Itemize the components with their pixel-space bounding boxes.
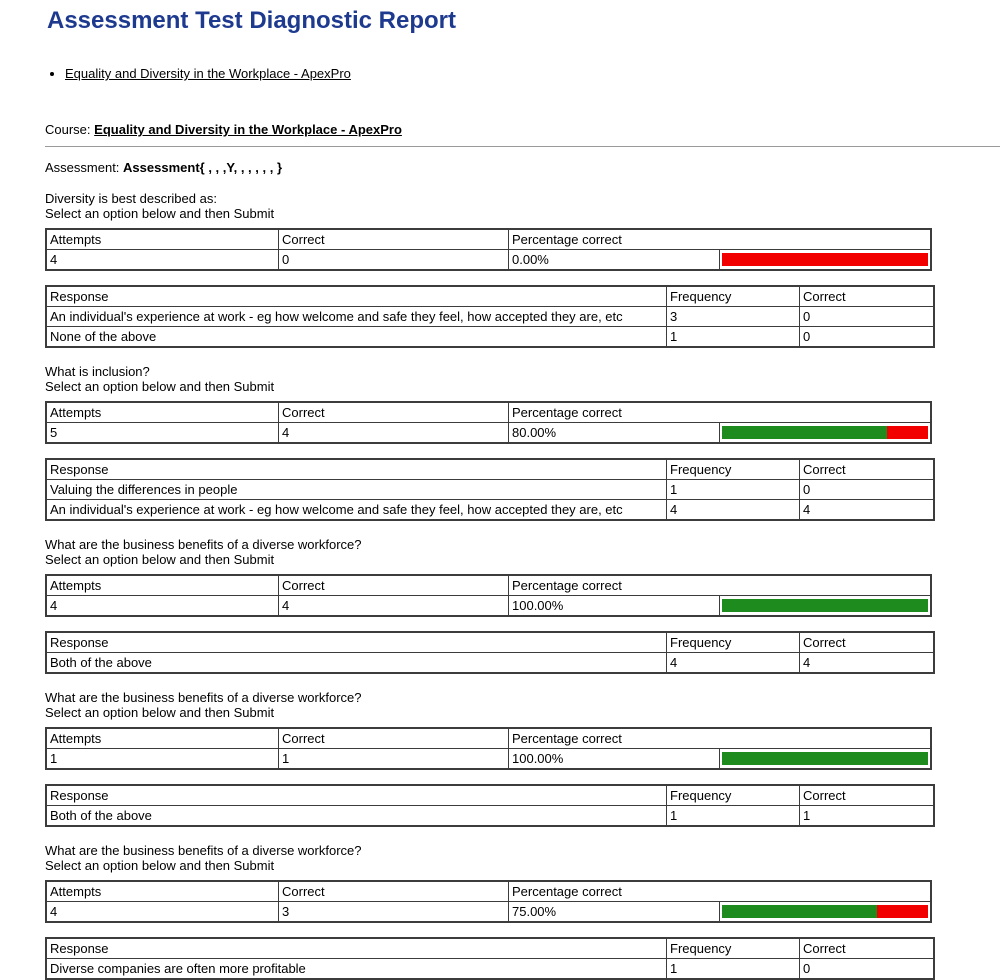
attempts-header: Attempts xyxy=(46,728,279,749)
attempts-correct-header: Correct xyxy=(279,575,509,596)
response-row xyxy=(46,653,934,674)
correct-value: 4 xyxy=(279,423,509,444)
percentage-bar xyxy=(722,599,928,612)
response-header-row xyxy=(46,632,934,653)
response-correct-header: Correct xyxy=(800,286,935,307)
frequency-header: Frequency xyxy=(667,938,800,959)
course-list xyxy=(45,66,1000,82)
attempts-table xyxy=(45,228,932,271)
response-correct-header: Correct xyxy=(800,459,935,480)
attempts-header-row xyxy=(46,881,931,902)
percentage-correct-header: Percentage correct xyxy=(509,881,932,902)
bar-incorrect-segment xyxy=(887,426,928,439)
question-block xyxy=(45,690,1000,827)
response-header: Response xyxy=(46,938,667,959)
response-table-body xyxy=(46,632,934,673)
attempts-value: 5 xyxy=(46,423,279,444)
percentage-value: 80.00% xyxy=(509,423,720,444)
attempts-value-row xyxy=(46,902,931,923)
response-correct-header: Correct xyxy=(800,785,935,806)
response-text: An individual's experience at work - eg how welcome and safe they feel, how accepted they are, etc xyxy=(46,500,667,521)
question-text: What are the business benefits of a diverse workforce? xyxy=(45,690,362,705)
question-text: What is inclusion? xyxy=(45,364,150,379)
page-title: Assessment Test Diagnostic Report xyxy=(47,7,456,34)
percentage-correct-header: Percentage correct xyxy=(509,575,932,596)
bar-correct-segment xyxy=(722,905,876,918)
attempts-header-row xyxy=(46,575,931,596)
attempts-correct-header: Correct xyxy=(279,881,509,902)
attempts-correct-header: Correct xyxy=(279,229,509,250)
attempts-value-row xyxy=(46,596,931,617)
correct-value: 1 xyxy=(279,749,509,770)
percentage-bar xyxy=(722,426,928,439)
attempts-value-row xyxy=(46,749,931,770)
percentage-correct-header: Percentage correct xyxy=(509,728,932,749)
question-text: What are the business benefits of a diverse workforce? xyxy=(45,843,362,858)
attempts-header: Attempts xyxy=(46,881,279,902)
bar-correct-segment xyxy=(722,752,928,765)
response-frequency: 1 xyxy=(667,327,800,348)
response-row xyxy=(46,806,934,827)
assessment-name: Assessment{ , , ,Y, , , , , , } xyxy=(123,160,283,175)
correct-value: 3 xyxy=(279,902,509,923)
response-header: Response xyxy=(46,286,667,307)
course-link[interactable]: Equality and Diversity in the Workplace - ApexPro xyxy=(94,122,402,137)
attempts-header-row xyxy=(46,728,931,749)
question-text: What are the business benefits of a diverse workforce? xyxy=(45,537,362,552)
attempts-header: Attempts xyxy=(46,229,279,250)
response-correct: 4 xyxy=(800,653,935,674)
response-text: Valuing the differences in people xyxy=(46,480,667,500)
percentage-value: 100.00% xyxy=(509,596,720,617)
response-table xyxy=(45,458,935,521)
correct-value: 4 xyxy=(279,596,509,617)
question-block xyxy=(45,191,1000,348)
attempts-correct-header: Correct xyxy=(279,402,509,423)
assessment-line xyxy=(45,160,1000,175)
correct-value: 0 xyxy=(279,250,509,271)
percentage-bar-cell xyxy=(720,596,931,617)
response-text: None of the above xyxy=(46,327,667,348)
response-correct: 0 xyxy=(800,480,935,500)
response-table xyxy=(45,285,935,348)
percentage-value: 0.00% xyxy=(509,250,720,271)
question-block xyxy=(45,843,1000,980)
response-correct: 0 xyxy=(800,327,935,348)
attempts-value: 1 xyxy=(46,749,279,770)
response-row xyxy=(46,959,934,980)
course-list-item xyxy=(65,66,1000,82)
response-text: Both of the above xyxy=(46,806,667,827)
response-table-body xyxy=(46,286,934,347)
attempts-table xyxy=(45,880,932,923)
assessment-label: Assessment: xyxy=(45,160,120,175)
response-frequency: 4 xyxy=(667,653,800,674)
response-row xyxy=(46,327,934,348)
frequency-header: Frequency xyxy=(667,286,800,307)
response-correct-header: Correct xyxy=(800,632,935,653)
response-row xyxy=(46,307,934,327)
response-correct-header: Correct xyxy=(800,938,935,959)
response-header-row xyxy=(46,459,934,480)
percentage-bar xyxy=(722,905,928,918)
response-frequency: 3 xyxy=(667,307,800,327)
question-block xyxy=(45,537,1000,674)
response-text: An individual's experience at work - eg how welcome and safe they feel, how accepted they are, etc xyxy=(46,307,667,327)
response-header-row xyxy=(46,785,934,806)
response-frequency: 1 xyxy=(667,959,800,980)
frequency-header: Frequency xyxy=(667,785,800,806)
attempts-value: 4 xyxy=(46,250,279,271)
percentage-bar-cell xyxy=(720,749,931,770)
percentage-value: 75.00% xyxy=(509,902,720,923)
frequency-header: Frequency xyxy=(667,632,800,653)
percentage-bar xyxy=(722,253,928,266)
attempts-value-row xyxy=(46,250,931,271)
course-label: Course: xyxy=(45,122,91,137)
response-frequency: 1 xyxy=(667,806,800,827)
response-header-row xyxy=(46,286,934,307)
attempts-value-row xyxy=(46,423,931,444)
questions-container xyxy=(45,191,1000,980)
response-table-body xyxy=(46,459,934,520)
response-header: Response xyxy=(46,785,667,806)
divider xyxy=(45,146,1000,147)
percentage-bar-cell xyxy=(720,250,931,271)
response-table-body xyxy=(46,938,934,979)
percentage-bar-cell xyxy=(720,423,931,444)
attempts-table xyxy=(45,727,932,770)
response-text: Both of the above xyxy=(46,653,667,674)
response-table-body xyxy=(46,785,934,826)
attempts-table xyxy=(45,574,932,617)
question-text: Diversity is best described as: xyxy=(45,191,217,206)
response-correct: 1 xyxy=(800,806,935,827)
question-instruction: Select an option below and then Submit xyxy=(45,705,275,720)
question-block xyxy=(45,364,1000,521)
question-instruction: Select an option below and then Submit xyxy=(45,552,275,567)
response-text: Diverse companies are often more profitable xyxy=(46,959,667,980)
course-list-link[interactable]: Equality and Diversity in the Workplace - ApexPro xyxy=(65,66,351,81)
attempts-value: 4 xyxy=(46,596,279,617)
response-frequency: 1 xyxy=(667,480,800,500)
question-instruction: Select an option below and then Submit xyxy=(45,379,275,394)
response-row xyxy=(46,500,934,521)
response-header-row xyxy=(46,938,934,959)
attempts-header: Attempts xyxy=(46,402,279,423)
percentage-bar-cell xyxy=(720,902,931,923)
attempts-value: 4 xyxy=(46,902,279,923)
percentage-bar xyxy=(722,752,928,765)
response-header: Response xyxy=(46,632,667,653)
bar-correct-segment xyxy=(722,599,928,612)
response-correct: 0 xyxy=(800,959,935,980)
attempts-header-row xyxy=(46,229,931,250)
response-correct: 0 xyxy=(800,307,935,327)
bar-incorrect-segment xyxy=(877,905,928,918)
question-instruction: Select an option below and then Submit xyxy=(45,206,275,221)
percentage-correct-header: Percentage correct xyxy=(509,402,932,423)
bar-correct-segment xyxy=(722,426,887,439)
response-table xyxy=(45,631,935,674)
frequency-header: Frequency xyxy=(667,459,800,480)
attempts-table xyxy=(45,401,932,444)
attempts-correct-header: Correct xyxy=(279,728,509,749)
response-header: Response xyxy=(46,459,667,480)
attempts-header-row xyxy=(46,402,931,423)
attempts-header: Attempts xyxy=(46,575,279,596)
course-line xyxy=(45,122,1000,137)
response-row xyxy=(46,480,934,500)
response-frequency: 4 xyxy=(667,500,800,521)
response-correct: 4 xyxy=(800,500,935,521)
percentage-value: 100.00% xyxy=(509,749,720,770)
response-table xyxy=(45,937,935,980)
question-instruction: Select an option below and then Submit xyxy=(45,858,275,873)
percentage-correct-header: Percentage correct xyxy=(509,229,932,250)
response-table xyxy=(45,784,935,827)
bar-incorrect-segment xyxy=(722,253,928,266)
